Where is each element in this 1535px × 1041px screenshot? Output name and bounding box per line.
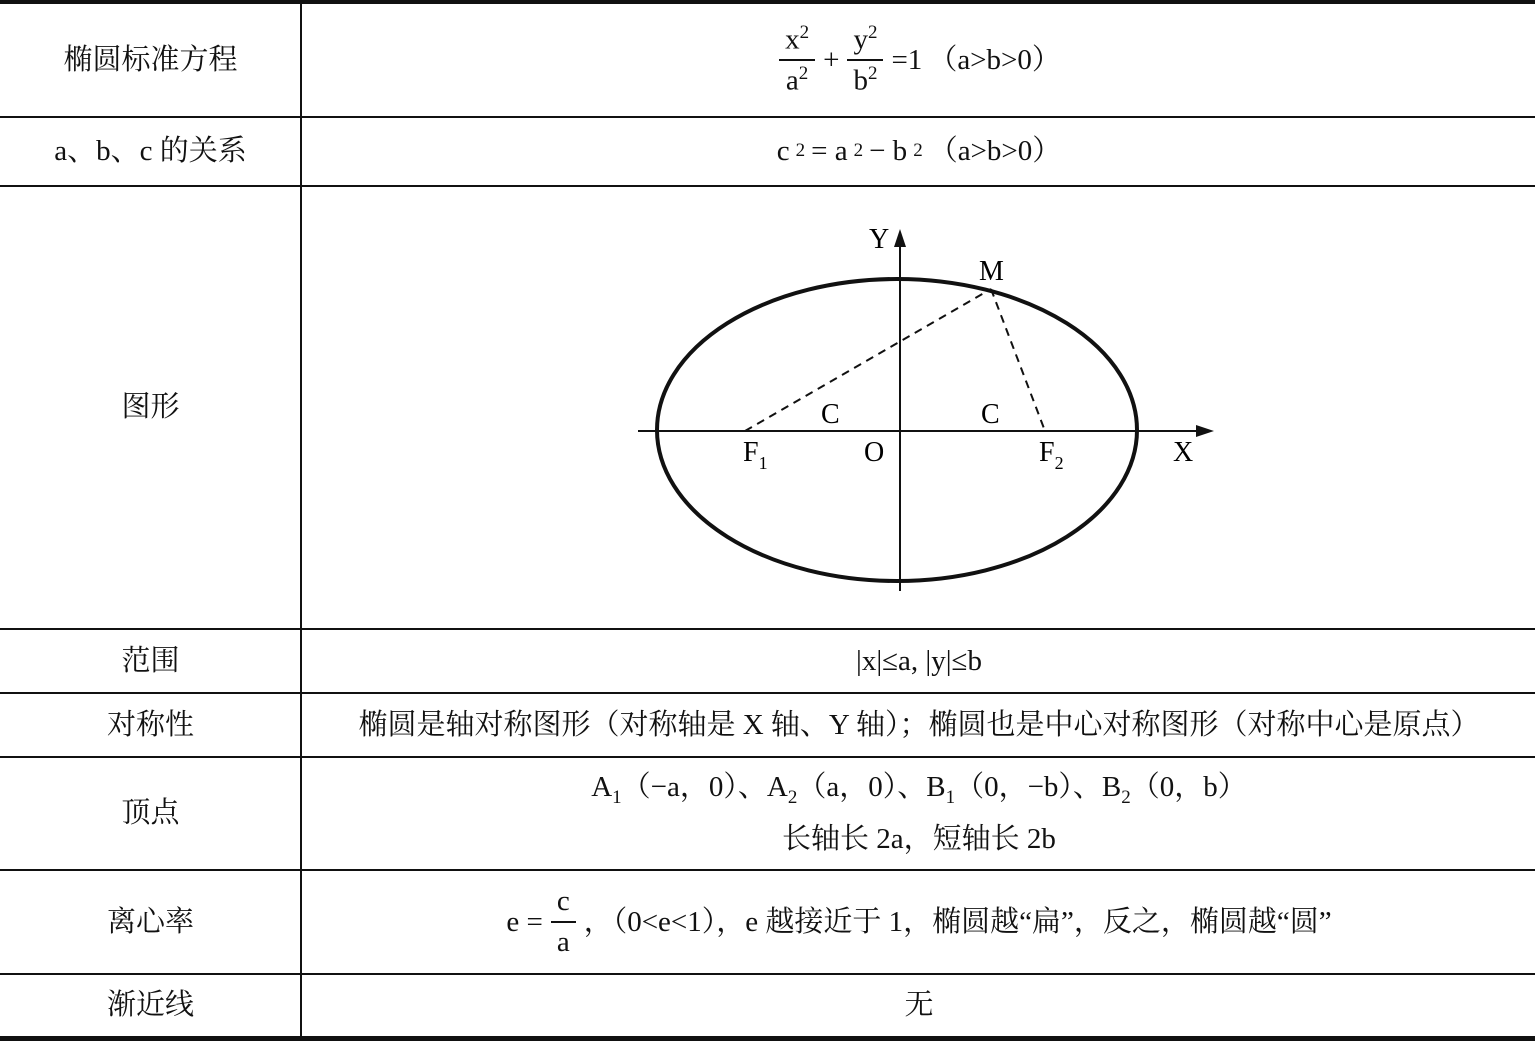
label-figure: 图形	[121, 391, 180, 424]
fraction-y-over-b	[847, 22, 883, 99]
label-asymptote: 渐近线	[106, 989, 194, 1022]
label-vertices: 顶点	[121, 797, 180, 830]
row-vertices	[0, 758, 1535, 869]
row-asymptote	[0, 975, 1535, 1036]
equation-condition: （a>b>0）	[928, 43, 1061, 76]
row-eccentricity	[0, 871, 1535, 973]
label-range: 范围	[121, 644, 180, 677]
value-range: |x|≤a, |y|≤b	[856, 644, 982, 677]
left-c-label: C	[821, 399, 840, 430]
fraction-b-denominator: $b^2$	[853, 62, 878, 97]
label-symmetry: 对称性	[106, 708, 194, 741]
label-relation: a、b、c 的关系	[54, 135, 247, 168]
value-vertices	[303, 758, 1535, 869]
value-relation	[303, 118, 1535, 185]
fraction-x-numerator: $x^2$	[785, 21, 810, 56]
row-standard-equation	[0, 4, 1535, 116]
x-axis-label: X	[1173, 437, 1194, 468]
label-eccentricity: 离心率	[106, 905, 194, 938]
fraction-c-numerator: c	[556, 885, 570, 918]
dashed-line-f1-to-m	[745, 289, 991, 431]
row-relation	[0, 118, 1535, 185]
fraction-bar	[847, 59, 883, 61]
vertices-content	[591, 770, 1247, 856]
origin-label: O	[864, 437, 885, 468]
fraction-c-over-a	[551, 884, 576, 959]
table-bottom-border	[0, 1036, 1535, 1041]
eccentricity-formula	[506, 884, 1331, 959]
row-range	[0, 630, 1535, 692]
standard-equation-formula	[777, 22, 1061, 99]
value-eccentricity	[303, 871, 1535, 973]
right-c-label: C	[981, 399, 1000, 430]
axis-lengths: 长轴长 2a，短轴长 2b	[782, 822, 1056, 855]
vertices-coordinates: $A_1(-a$，0）、$A_2(a$，0）、$B_1(0$，−b）、$B_2(0$，b）	[591, 771, 1247, 809]
fraction-bar	[551, 921, 576, 923]
relation-condition: （a>b>0）	[928, 135, 1062, 168]
equals-one: =1	[891, 43, 923, 76]
value-asymptote: 无	[904, 989, 934, 1022]
fraction-a-denominator: a	[556, 925, 570, 958]
row-figure	[0, 187, 1535, 628]
y-axis-label: Y	[869, 224, 890, 255]
value-figure	[303, 187, 1535, 628]
fraction-x-over-a	[779, 22, 815, 99]
plus-sign: +	[823, 43, 840, 76]
f2-label: $F_2$	[1039, 437, 1064, 473]
eccentricity-description: ，（0<e<1），e 越接近于 1，椭圆越“扁”，反之，椭圆越“圆”	[583, 905, 1332, 938]
relation-formula: c 2 = a 2 − b 2 （a>b>0）	[776, 135, 1062, 168]
row-symmetry	[0, 694, 1535, 756]
fraction-bar	[779, 59, 815, 61]
fraction-y-numerator: $y^2$	[853, 21, 878, 56]
value-symmetry: 椭圆是轴对称图形（对称轴是 X 轴、Y 轴）；椭圆也是中心对称图形（对称中心是原点）	[358, 708, 1480, 741]
value-standard-equation	[303, 4, 1535, 116]
x-axis-arrow-icon	[1196, 425, 1214, 437]
y-axis-arrow-icon	[894, 229, 906, 247]
f1-label: $F_1$	[743, 437, 768, 473]
label-standard-equation: 椭圆标准方程	[63, 43, 238, 76]
point-m-label: M	[979, 256, 1004, 287]
ellipse-diagram	[303, 187, 1535, 628]
eccentricity-prefix: e =	[506, 905, 543, 938]
fraction-a-denominator: $a^2$	[785, 62, 809, 97]
